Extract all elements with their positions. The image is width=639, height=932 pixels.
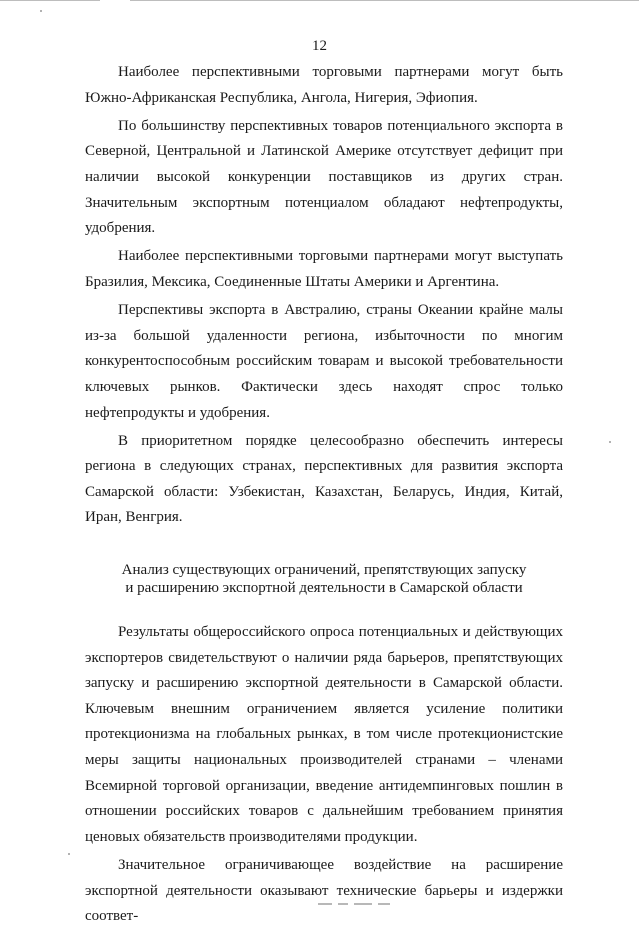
scan-artifact	[316, 900, 396, 905]
scan-edge-line	[0, 0, 639, 1]
paragraph: Результаты общероссийского опроса потенциальных и действующих экспортеров свидетельствуют о наличии ряда барьеров, препятствующих запуску и расширению экспортной деятельности в Самарской области. Ключевым внешним ограничением является усиление политики протекционизма на глобальных рынках, в том числе протекционистские меры защиты национальных производителей странами – членами Всемирной торговой организации, введение антидемпинговых пошлин в отношении российских товаров с дальнейшим требованием принятия ценовых обязательств производителями продукции.	[85, 624, 563, 845]
paragraph: Наиболее перспективными торговыми партнерами могут быть Южно-Африканская Республика, Ангола, Нигерия, Эфиопия.	[85, 64, 563, 106]
scan-speck	[40, 10, 42, 12]
paragraph: Перспективы экспорта в Австралию, страны Океании крайне малы из-за большой удаленности региона, избыточности по многим конкурентоспособным российским товарам и высокой требовательности ключевых рынков. Фактически здесь находят спрос только нефтепродукты и удобрения.	[85, 302, 563, 421]
scan-speck	[68, 853, 70, 855]
paragraph: В приоритетном порядке целесообразно обеспечить интересы региона в следующих странах, перспективных для развития экспорта Самарской области: Узбекистан, Казахстан, Беларусь, Индия, Китай, Иран, Венгрия.	[85, 432, 563, 526]
section-heading-line: Анализ существующих ограничений, препятствующих запуску	[121, 562, 527, 579]
section-heading-line: и расширению экспортной деятельности в Самарской области	[125, 580, 523, 597]
page-number: 12	[312, 38, 327, 54]
document-body	[85, 60, 563, 932]
section-heading	[85, 561, 563, 597]
paragraph: Наиболее перспективными торговыми партнерами могут выступать Бразилия, Мексика, Соединенные Штаты Америки и Аргентина.	[85, 248, 563, 290]
paragraph: Значительное ограничивающее воздействие на расширение экспортной деятельности оказывают технические барьеры и издержки соответ-	[85, 857, 563, 925]
paragraph: По большинству перспективных товаров потенциального экспорта в Северной, Центральной и Латинской Америке отсутствует дефицит при наличии высокой конкуренции поставщиков из других стран. Значительным экспортным потенциалом обладают нефтепродукты, удобрения.	[85, 117, 563, 237]
scan-speck	[609, 441, 611, 443]
